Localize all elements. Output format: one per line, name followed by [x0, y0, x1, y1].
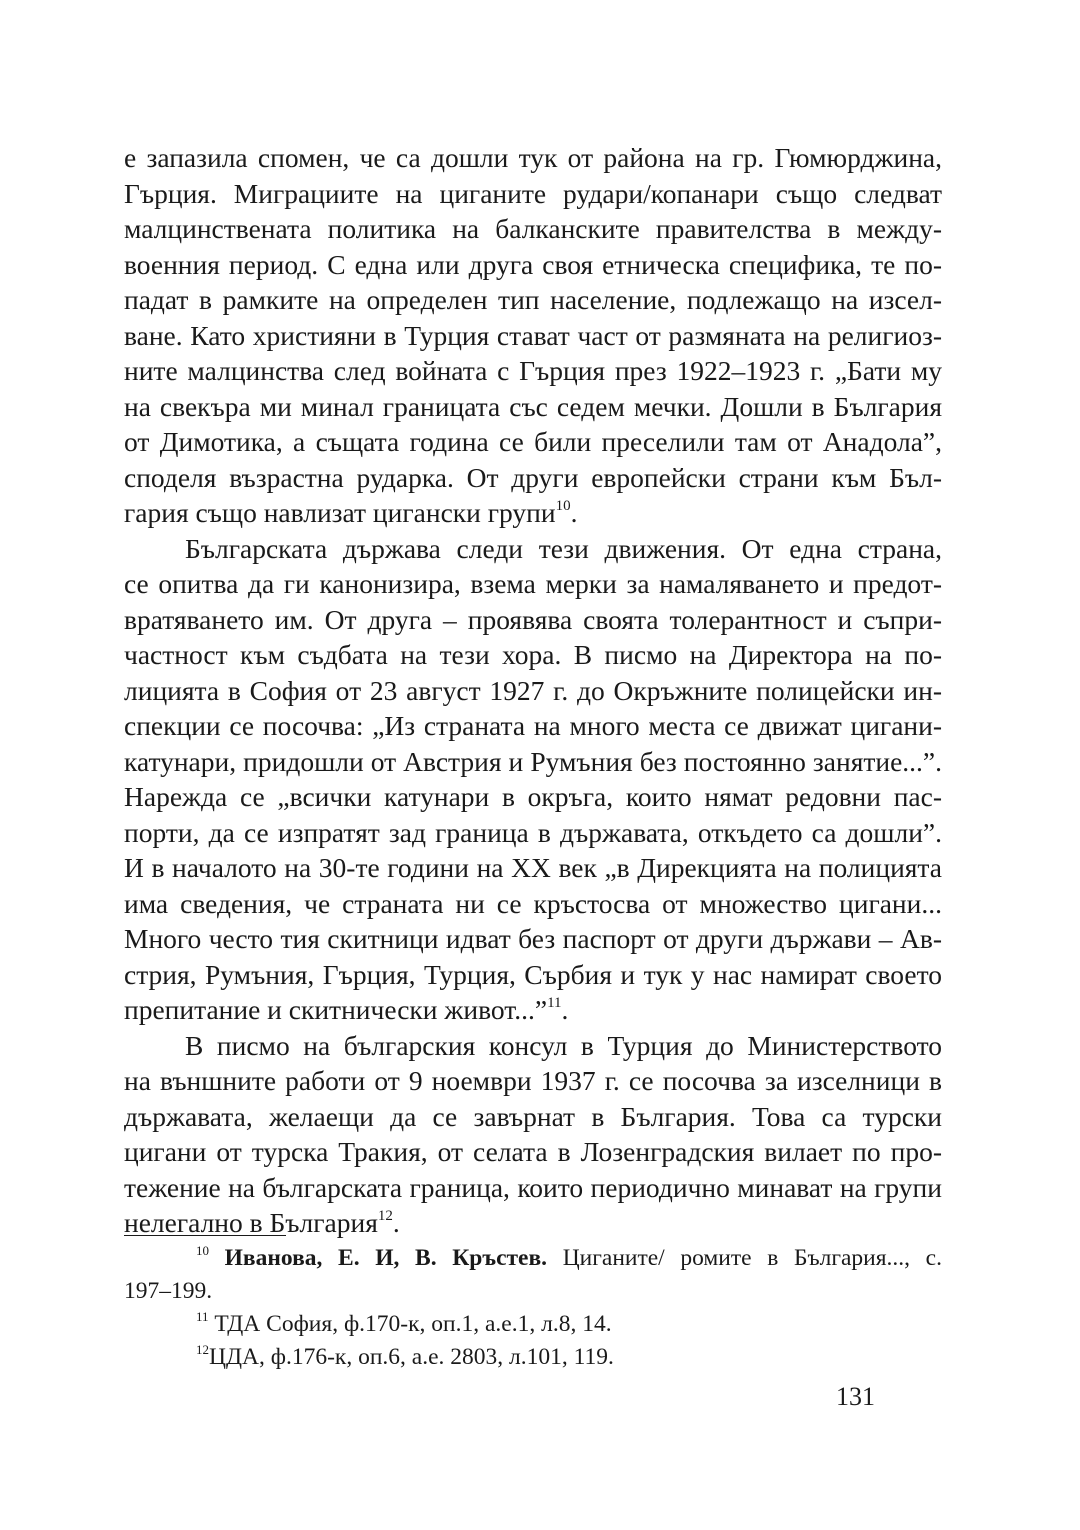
text-line: от Димотика, а същата година се били преселили там от Анадола”,: [124, 426, 942, 457]
text-line: вратяването им. От друга – проявява своята толерантност и съпри-: [124, 603, 942, 635]
footnote-12: [124, 1341, 942, 1374]
text-line: катунари, придошли от Австрия и Румъния без постоянно занятие...”.: [124, 745, 942, 777]
text-line: [124, 495, 942, 531]
text-line: тежение на българската граница, които периодично минават на групи: [124, 1171, 942, 1203]
footnote-10-continued: 197–199.: [124, 1278, 213, 1304]
footnote-text: ТДА София, ф.170-к, оп.1, а.е.1, л.8, 14.: [214, 1311, 612, 1337]
text-fragment: нелегално в България: [124, 1207, 378, 1238]
page-number: 131: [836, 1382, 875, 1411]
text-line: ните малцинства след войната с Гърция през 1922–1923 г. „Бати му: [124, 355, 942, 386]
footnote-authors: Иванова, Е. И, В. Кръстев.: [224, 1245, 548, 1271]
footnotes: [124, 1242, 942, 1374]
text-line: цигани от турска Тракия, от селата в Лозенградския вилает по про-: [124, 1136, 942, 1167]
footnote-10: [124, 1242, 942, 1275]
text-line: падат в рамките на определен тип население, подлежащо на изсел-: [124, 284, 942, 315]
text-line: има сведения, че страната ни се кръстосва от множество цигани...: [124, 887, 942, 919]
text-line: Много често тия скитници идват без паспорт от други държави – Ав-: [124, 923, 942, 954]
text-line: спекции се посочва: „Из страната на много места се движат цигани-: [124, 710, 942, 741]
text-fragment: препитание и скитнически живот...”: [124, 994, 548, 1025]
main-text: [124, 140, 942, 1241]
text-line: лицията в София от 23 август 1927 г. до Окръжните полицейски ин-: [124, 674, 942, 706]
text-line: порти, да се изпратят зад граница в държавата, откъдето са дошли”.: [124, 816, 942, 848]
text-line: малцинствената политика на балканските правителства в между-: [124, 213, 942, 244]
text-line: [124, 992, 942, 1028]
text-line: споделя възрастна рударка. От други европейски страни към Бъл-: [124, 461, 942, 493]
footnote-ref-12[interactable]: 12: [377, 1208, 393, 1224]
footnote-number: 11: [196, 1309, 209, 1324]
text-fragment: гария също навлизат цигански групи: [124, 497, 556, 528]
footnote-ref-10[interactable]: 10: [555, 498, 571, 514]
text-line: стрия, Румъния, Гърция, Турция, Сърбия и тук у нас намират своето: [124, 958, 942, 990]
text-line: Българската държава следи тези движения. От една страна,: [185, 532, 942, 564]
text-line: И в началото на 30-те години на XX век „в Дирекцията на полицията: [124, 852, 942, 883]
text-line: Гърция. Миграциите на циганите рудари/копанари също следват: [124, 177, 942, 209]
footnote-ref-11[interactable]: 11: [547, 995, 562, 1011]
text-line: ване. Като християни в Турция стават част от размяната на религиоз-: [124, 319, 942, 351]
text-fragment: .: [561, 994, 569, 1025]
text-fragment: .: [392, 1207, 400, 1238]
text-line: е запазила спомен, че са дошли тук от района на гр. Гюмюрджина,: [124, 142, 942, 173]
footnote-text: ЦДА, ф.176-к, оп.6, а.е. 2803, л.101, 119.: [209, 1344, 614, 1370]
text-line: държавата, желаещи да се завърнат в България. Това са турски: [124, 1100, 942, 1132]
footnote-text: Циганите/ ромите в България..., с.: [547, 1245, 942, 1271]
text-line: на външните работи от 9 ноември 1937 г. се посочва за изселници в: [124, 1065, 942, 1096]
footnote-number: 10: [196, 1243, 209, 1258]
text-line: се опитва да ги канонизира, взема мерки за намаляването и предот-: [124, 568, 942, 599]
text-fragment: .: [570, 497, 578, 528]
text-line: Нарежда се „всички катунари в окръга, които нямат редовни пас-: [124, 781, 942, 812]
text-line: военния период. С една или друга своя етническа специфика, те по-: [124, 248, 942, 280]
text-line: частност към съдбата на тези хора. В писмо на Директора на по-: [124, 639, 942, 670]
text-line: на свекъра ми минал границата със седем мечки. Дошли в България: [124, 390, 942, 422]
text-line: В писмо на българския консул в Турция до Министерството: [185, 1029, 942, 1061]
footnote-separator: [124, 1235, 286, 1236]
footnote-number: 12: [196, 1342, 209, 1357]
footnote-11: [124, 1308, 942, 1341]
